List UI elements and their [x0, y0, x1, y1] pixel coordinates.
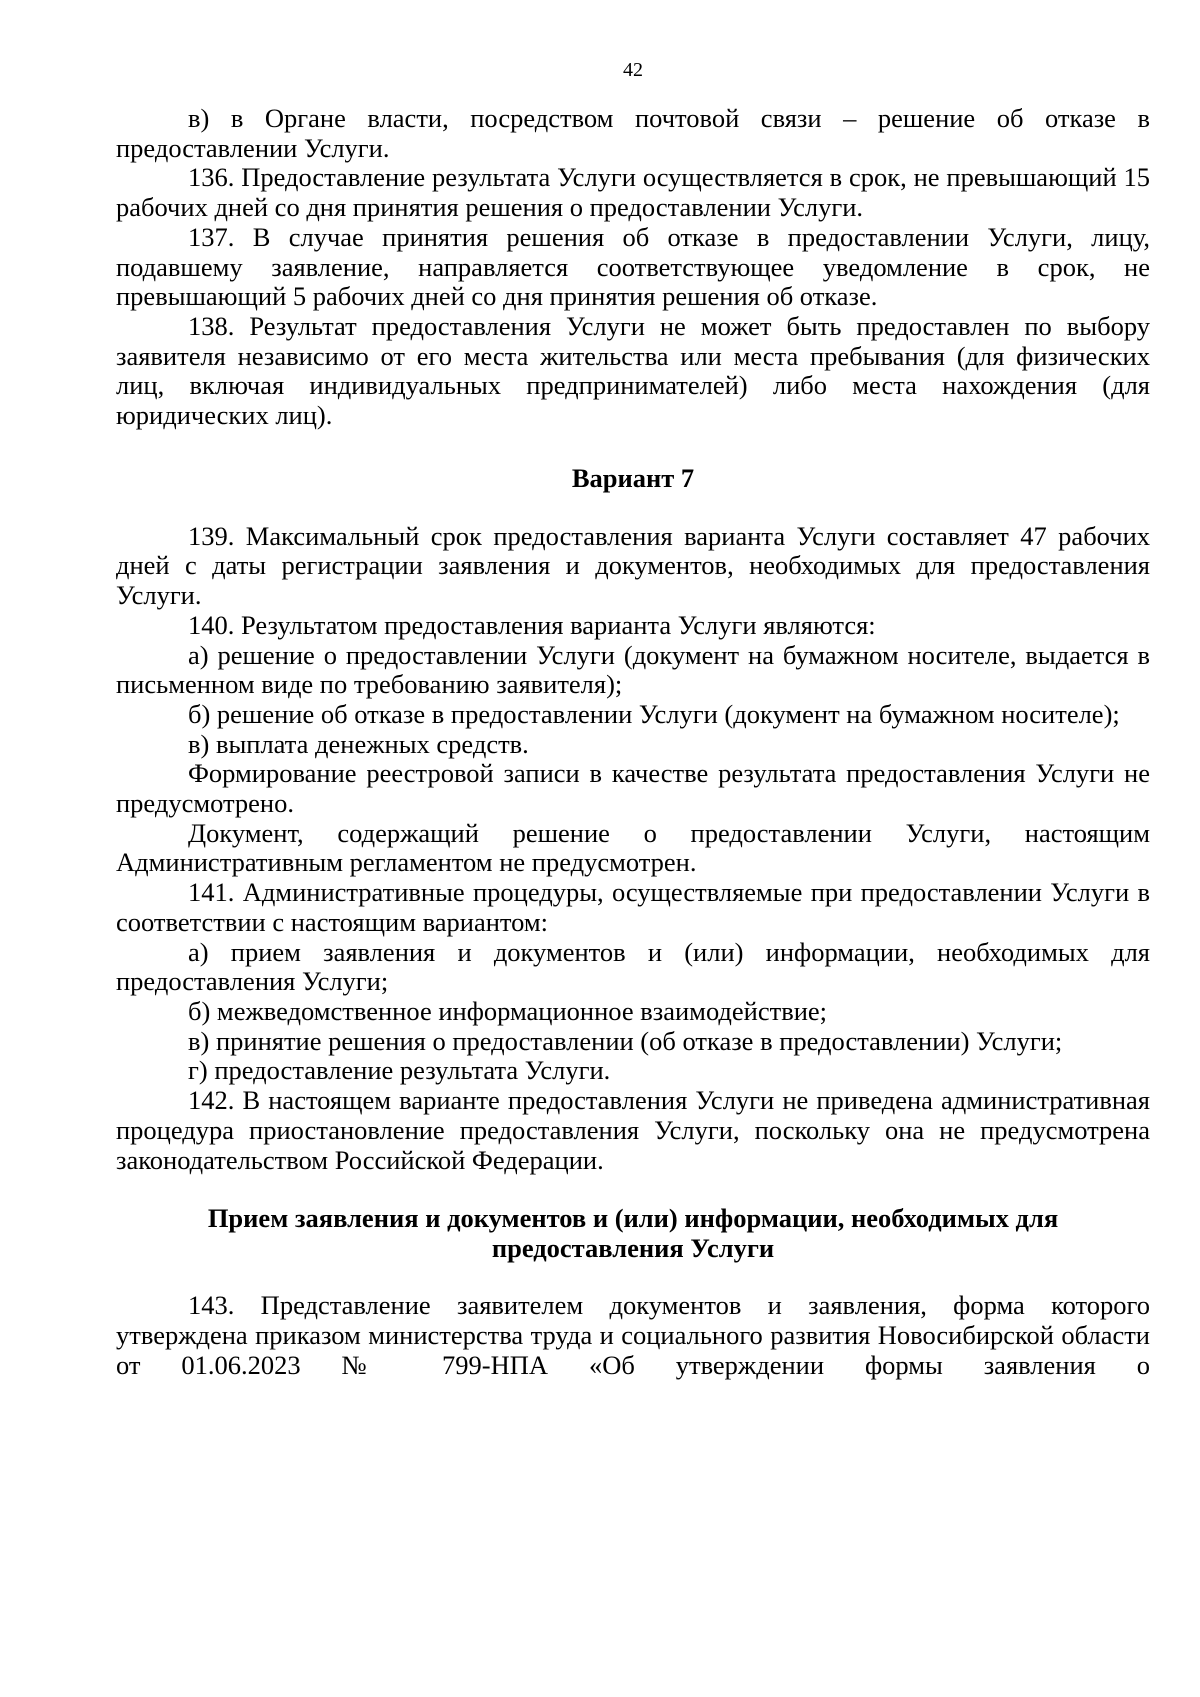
paragraph-141: 141. Административные процедуры, осуществляемые при предоставлении Услуги в соответствии с настоящим вариантом:: [116, 877, 1150, 937]
paragraph-141v: в) принятие решения о предоставлении (об отказе в предоставлении) Услуги;: [188, 1025, 1063, 1056]
paragraph-142: 142. В настоящем варианте предоставления Услуги не приведена административная процедура приостановление предоставления Услуги, поскольку она не предусмотрена законодательством Российской Федерации.: [116, 1085, 1150, 1175]
paragraph-139: 139. Максимальный срок предоставления варианта Услуги составляет 47 рабочих дней с даты регистрации заявления и документов, необходимых для предоставления Услуги.: [116, 520, 1150, 611]
paragraph-document: Документ, содержащий решение о предоставлении Услуги, настоящим Административным регламентом не предусмотрен.: [116, 817, 1150, 878]
section-bottom: [116, 1291, 1150, 1380]
paragraph-143: 143. Представление заявителем документов и заявления, форма которого утверждена приказом министерства труда и социального развития Новосибирской области от 01.06.2023 № 799-НПА «Об утверждении формы заявления о: [116, 1290, 1150, 1380]
paragraph-141b: б) межведомственное информационное взаимодействие;: [188, 995, 828, 1026]
section-middle: [116, 522, 1150, 1175]
paragraph-135v: в) в Органе власти, посредством почтовой связи – решение об отказе в предоставлении Услуги.: [116, 103, 1150, 163]
heading-application-intake: [116, 1203, 1150, 1263]
paragraph-140a: а) решение о предоставлении Услуги (документ на бумажном носителе, выдается в письменном виде по требованию заявителя);: [116, 639, 1150, 700]
page-number: 42: [623, 59, 643, 81]
paragraph-140b: б) решение об отказе в предоставлении Услуги (документ на бумажном носителе);: [188, 698, 1120, 729]
paragraph-141a: а) прием заявления и документов и (или) информации, необходимых для предоставления Услуги;: [116, 936, 1150, 997]
paragraph-141g: г) предоставление результата Услуги.: [188, 1055, 611, 1086]
heading-line-2: предоставления Услуги: [491, 1233, 775, 1264]
paragraph-registry: Формирование реестровой записи в качестве результата предоставления Услуги не предусмотрено.: [116, 758, 1150, 819]
paragraph-137: 137. В случае принятия решения об отказе в предоставлении Услуги, лицу, подавшему заявление, направляется соответствующее уведомление в срок, не превышающий 5 рабочих дней со дня принятия решения об отказе.: [116, 221, 1150, 312]
paragraph-140v: в) выплата денежных средств.: [188, 728, 529, 759]
heading-variant-7: Вариант 7: [571, 462, 695, 493]
paragraph-136: 136. Предоставление результата Услуги осуществляется в срок, не превышающий 15 рабочих дней со дня принятия решения о предоставлении Услуги.: [116, 162, 1150, 223]
heading-line-1: Прием заявления и документов и (или) информации, необходимых для: [207, 1203, 1059, 1234]
section-top: [116, 104, 1150, 431]
paragraph-140: 140. Результатом предоставления варианта Услуги являются:: [188, 609, 876, 640]
document-page: [116, 58, 1150, 1380]
paragraph-138: 138. Результат предоставления Услуги не может быть предоставлен по выбору заявителя независимо от его места жительства или места пребывания (для физических лиц, включая индивидуальных предпринимателей) либо места нахождения (для юридических лиц).: [116, 310, 1150, 431]
